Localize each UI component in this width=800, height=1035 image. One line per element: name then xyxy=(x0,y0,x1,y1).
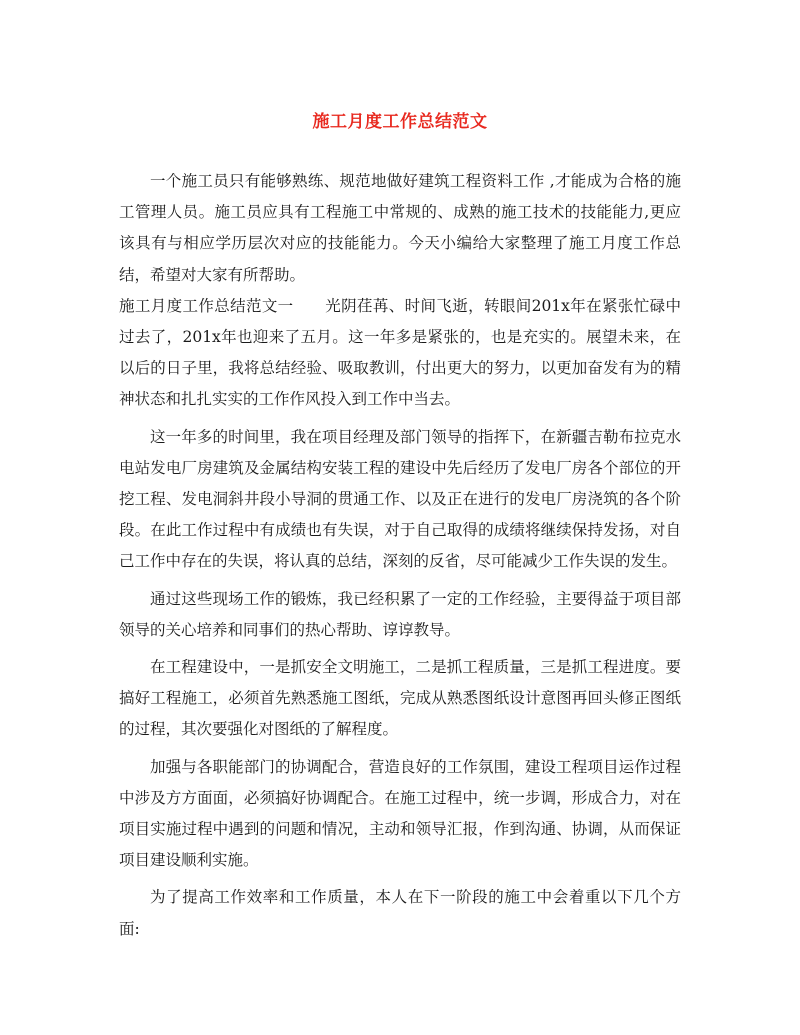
paragraph-section-one: 施工月度工作总结范文一 光阴荏苒、时间飞逝，转眼间201x年在紧张忙碌中过去了，201x年也迎来了五月。这一年多是紧张的，也是充实的。展望未来，在以后的日子里，我将总结经验、吸取教训，付出更大的努力，以更加奋发有为的精神状态和扎扎实实的工作作风投入到工作中当去。 xyxy=(119,296,681,409)
paragraph-coordination: 加强与各职能部门的协调配合，营造良好的工作氛围，建设工程项目运作过程中涉及方方面面，必须搞好协调配合。在施工过程中，统一步调，形成合力，对在项目实施过程中遇到的问题和情况，主动和领导汇报，作到沟通、协调，从而保证项目建设顺利实施。 xyxy=(119,757,681,870)
document-body xyxy=(119,166,681,945)
paragraph-intro: 一个施工员只有能够熟练、规范地做好建筑工程资料工作 ,才能成为合格的施工管理人员。施工员应具有工程施工中常规的、成熟的施工技术的技能能力,更应该具有与相应学历层次对应的技能能力。今天小编给大家整理了施工月度工作总结，希望对大家有所帮助。 xyxy=(119,172,681,284)
paragraph-experience: 这一年多的时间里，我在项目经理及部门领导的指挥下，在新疆吉勒布拉克水电站发电厂房建筑及金属结构安装工程的建设中先后经历了发电厂房各个部位的开挖工程、发电洞斜井段小导洞的贯通工作、以及正在进行的发电厂房浇筑的各个阶段。在此工作过程中有成绩也有失误，对于自己取得的成绩将继续保持发扬，对自己工作中存在的失误，将认真的总结，深刻的反省，尽可能减少工作失误的发生。 xyxy=(119,427,681,571)
paragraph-construction: 在工程建设中，一是抓安全文明施工，二是抓工程质量，三是抓工程进度。要搞好工程施工，必须首先熟悉施工图纸，完成从熟悉图纸设计意图再回头修正图纸的过程，其次要强化对图纸的了解程度。 xyxy=(119,658,681,739)
document-title: 施工月度工作总结范文 xyxy=(312,112,488,132)
paragraph-training: 通过这些现场工作的锻炼，我已经积累了一定的工作经验，主要得益于项目部领导的关心培养和同事们的热心帮助、谆谆教导。 xyxy=(119,589,681,639)
paragraph-improvement: 为了提高工作效率和工作质量，本人在下一阶段的施工中会着重以下几个方面: xyxy=(119,888,681,938)
